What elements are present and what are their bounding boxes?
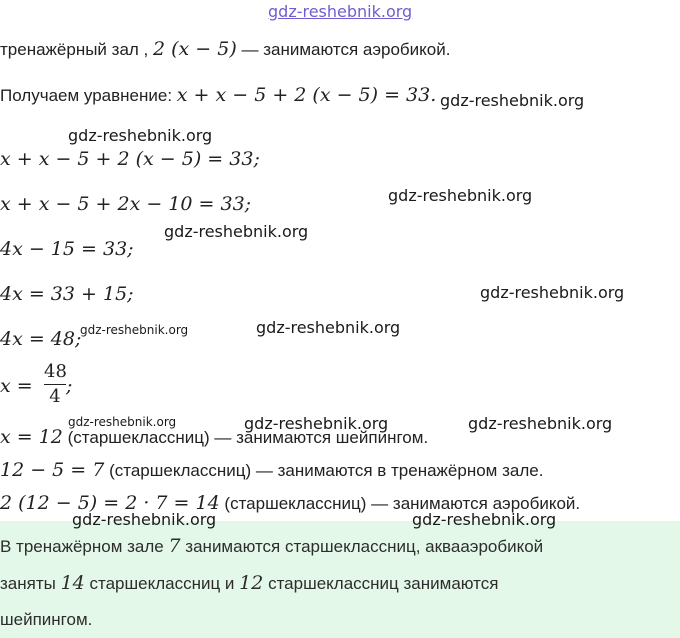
fraction-bar (44, 384, 66, 385)
answer-number: 7 (168, 535, 181, 557)
equation-line-8 (0, 377, 33, 396)
line10-math: 12 − 5 = 7 (0, 459, 105, 481)
answer-line-3 (0, 610, 92, 630)
line1-text: — занимаются аэробикой. (236, 40, 451, 59)
watermark: gdz-reshebnik.org (468, 414, 613, 433)
fraction-numerator: 48 (44, 361, 67, 382)
text-line-1 (0, 40, 450, 59)
line11-math: 2 (12 − 5) = 2 · 7 = 14 (0, 492, 220, 514)
watermark: gdz-reshebnik.org (256, 318, 401, 337)
watermark: gdz-reshebnik.org (440, 91, 585, 110)
watermark-small: gdz-reshebnik.org (68, 415, 177, 429)
equation-line-4: x + x − 5 + 2x − 10 = 33; (0, 193, 252, 215)
line9-text: (старшеклассниц) — занимаются шейпингом. (62, 428, 429, 447)
fraction-denominator: 4 (49, 386, 61, 407)
equation-line-6: 4x = 33 + 15; (0, 283, 134, 305)
text-line-9 (0, 428, 428, 447)
fraction (44, 362, 66, 407)
answer-number: 14 (60, 572, 85, 594)
line1-prefix: тренажёрный зал , (0, 40, 153, 59)
answer-box (0, 521, 680, 638)
watermark: gdz-reshebnik.org (68, 126, 213, 145)
text-line-10 (0, 461, 543, 480)
watermark: gdz-reshebnik.org (412, 510, 557, 529)
answer-line-1 (0, 535, 543, 557)
answer-text: занимаются старшеклассниц, аквааэробикой (180, 537, 544, 556)
equation-line-3: x + x − 5 + 2 (x − 5) = 33; (0, 148, 260, 170)
line8-lhs: x = (0, 375, 33, 397)
watermark-top[interactable]: gdz-reshebnik.org (268, 2, 413, 21)
answer-text: старшеклассниц и (84, 574, 240, 593)
answer-text: заняты (0, 574, 61, 593)
watermark: gdz-reshebnik.org (480, 283, 625, 302)
line11-text: (старшеклассниц) — занимаются аэробикой. (219, 494, 581, 513)
answer-text: В тренажёрном зале (0, 537, 169, 556)
answer-number: 12 (239, 572, 264, 594)
line1-math: 2 (x − 5) (152, 38, 237, 60)
answer-text: шейпингом. (0, 610, 93, 629)
fraction-tail: ; (66, 375, 73, 397)
watermark-small: gdz-reshebnik.org (80, 323, 189, 337)
line2-prefix: Получаем уравнение: (0, 86, 177, 105)
answer-text: старшеклассниц занимаются (263, 574, 499, 593)
line2-math: x + x − 5 + 2 (x − 5) = 33. (176, 84, 437, 106)
line10-text: (старшеклассниц) — занимаются в тренажёрном зале. (104, 461, 544, 480)
equation-line-5: 4x − 15 = 33; (0, 238, 134, 260)
line9-math: x = 12 (0, 426, 63, 448)
watermark: gdz-reshebnik.org (72, 510, 217, 529)
watermark: gdz-reshebnik.org (164, 222, 309, 241)
watermark: gdz-reshebnik.org (244, 414, 389, 433)
answer-line-2 (0, 572, 498, 594)
text-line-2 (0, 86, 436, 105)
watermark: gdz-reshebnik.org (388, 186, 533, 205)
equation-line-7: 4x = 48; (0, 328, 82, 350)
